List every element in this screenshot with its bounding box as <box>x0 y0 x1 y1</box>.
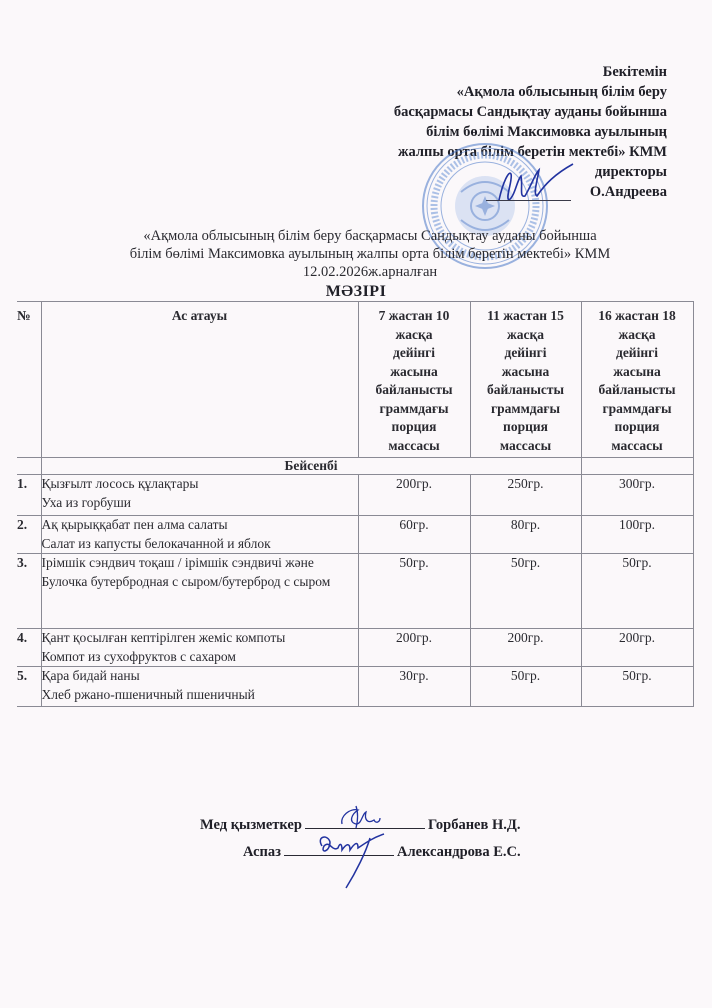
header-line: 7 жастан 10 <box>378 308 450 323</box>
portion-11-15: 50гр. <box>470 667 581 707</box>
table-header-row <box>17 302 693 458</box>
header-age-7-10 <box>358 302 470 458</box>
portion-7-10: 60гр. <box>358 516 470 554</box>
dish-name-ru: Хлеб ржано-пшеничный пшеничный <box>41 686 255 702</box>
dish-name-kz: Ақ қырыққабат пен алма салаты <box>41 517 228 532</box>
dish-name-kz: Қара бидай наны <box>41 668 140 683</box>
header-line: порция <box>503 419 548 434</box>
header-line: жасқа <box>395 326 433 342</box>
header-line: жасқа <box>618 326 656 342</box>
header-line: 11 жастан 15 <box>487 308 564 323</box>
portion-7-10: 200гр. <box>358 475 470 516</box>
header-line: 16 жастан 18 <box>598 308 676 323</box>
row-number: 4. <box>17 629 41 667</box>
row-number: 3. <box>17 554 41 629</box>
header-age-16-18 <box>581 302 693 458</box>
dish-name-kz: Қызғылт лосось құлақтары <box>41 476 199 491</box>
portion-16-18: 100гр. <box>581 516 693 554</box>
dish-name-kz: Қант қосылған кептірілген жеміс компоты <box>41 630 286 645</box>
approval-director-name: О.Андреева <box>589 184 667 200</box>
portion-16-18: 50гр. <box>581 554 693 629</box>
med-worker-signature-icon <box>336 802 384 832</box>
approval-line: білім бөлімі Максимовка ауылының <box>426 124 667 140</box>
header-line: дейінгі <box>392 345 435 360</box>
header-line: граммдағы <box>379 400 449 416</box>
dish-name-ru: Салат из капусты белокачанной и яблок <box>41 535 271 551</box>
approval-line: «Ақмола облысының білім беру <box>456 84 667 100</box>
header-line: порция <box>391 419 437 434</box>
portion-11-15: 80гр. <box>470 516 581 554</box>
portion-7-10: 200гр. <box>358 629 470 667</box>
header-line: жасына <box>501 363 550 379</box>
dish-name-kz: Ірімшік сэндвич тоқаш / ірімшік сэндвичі және <box>41 555 314 570</box>
approval-line: басқармасы Сандықтау ауданы бойынша <box>393 104 667 120</box>
table-row <box>17 475 693 516</box>
dish-name <box>41 554 358 629</box>
menu-heading <box>60 227 680 281</box>
table-row <box>17 554 693 629</box>
dish-name <box>41 629 358 667</box>
header-dish: Ас атауы <box>41 302 358 458</box>
dish-name <box>41 475 358 516</box>
day-row <box>17 458 693 475</box>
header-line: дейінгі <box>615 345 658 360</box>
portion-11-15: 200гр. <box>470 629 581 667</box>
dish-name-ru: Уха из горбуши <box>41 494 132 510</box>
portion-16-18: 200гр. <box>581 629 693 667</box>
dish-name <box>41 516 358 554</box>
portion-11-15: 50гр. <box>470 554 581 629</box>
dish-name-ru: Компот из сухофруктов с сахаром <box>41 648 236 664</box>
header-line: массасы <box>499 437 552 453</box>
day-row-num-cell <box>17 458 41 475</box>
cook-signature-icon <box>312 832 392 892</box>
table-row <box>17 629 693 667</box>
header-line: порция <box>614 419 660 434</box>
director-signature-line <box>486 200 571 201</box>
row-number: 1. <box>17 475 41 516</box>
med-worker-role: Мед қызметкер <box>200 817 302 833</box>
dish-name-ru: Булочка бутербродная с сыром/бутерброд с сыром <box>41 573 331 589</box>
heading-date: 12.02.2026ж.арналған <box>302 264 438 280</box>
portion-11-15: 250гр. <box>470 475 581 516</box>
approval-line: директоры <box>594 164 667 180</box>
portion-7-10: 30гр. <box>358 667 470 707</box>
heading-line: «Ақмола облысының білім беру басқармасы Сандықтау ауданы бойынша <box>143 228 597 244</box>
row-number: 5. <box>17 667 41 707</box>
day-row-empty-cell <box>581 458 693 475</box>
row-number: 2. <box>17 516 41 554</box>
menu-table <box>17 301 694 707</box>
director-signature-icon <box>485 160 580 210</box>
portion-16-18: 50гр. <box>581 667 693 707</box>
header-line: жасқа <box>506 326 545 342</box>
header-line: граммдағы <box>490 400 561 416</box>
cook-role: Аспаз <box>243 844 281 860</box>
portion-16-18: 300гр. <box>581 475 693 516</box>
table-row <box>17 516 693 554</box>
table-row <box>17 667 693 707</box>
header-line: массасы <box>611 437 663 453</box>
header-line: байланысты <box>375 382 453 397</box>
header-line: массасы <box>388 437 440 453</box>
header-line: граммдағы <box>602 400 672 416</box>
header-line: жасына <box>613 363 661 379</box>
cook-name: Александрова Е.С. <box>396 844 521 860</box>
approval-line: Бекітемін <box>602 64 667 80</box>
header-line: байланысты <box>598 382 676 397</box>
page-title: МӘЗІРІ <box>325 283 387 300</box>
approval-line: жалпы орта білім беретін мектебі» КММ <box>398 144 667 160</box>
heading-line: білім бөлімі Максимовка ауылының жалпы орта білім беретін мектебі» КММ <box>129 246 611 262</box>
med-worker-name: Горбанев Н.Д. <box>427 817 521 833</box>
header-line: жасына <box>390 363 438 379</box>
portion-7-10: 50гр. <box>358 554 470 629</box>
header-line: дейінгі <box>504 345 547 360</box>
header-num: № <box>17 302 41 458</box>
day-label: Бейсенбі <box>41 458 581 475</box>
dish-name <box>41 667 358 707</box>
header-age-11-15 <box>470 302 581 458</box>
header-line: байланысты <box>486 382 565 397</box>
